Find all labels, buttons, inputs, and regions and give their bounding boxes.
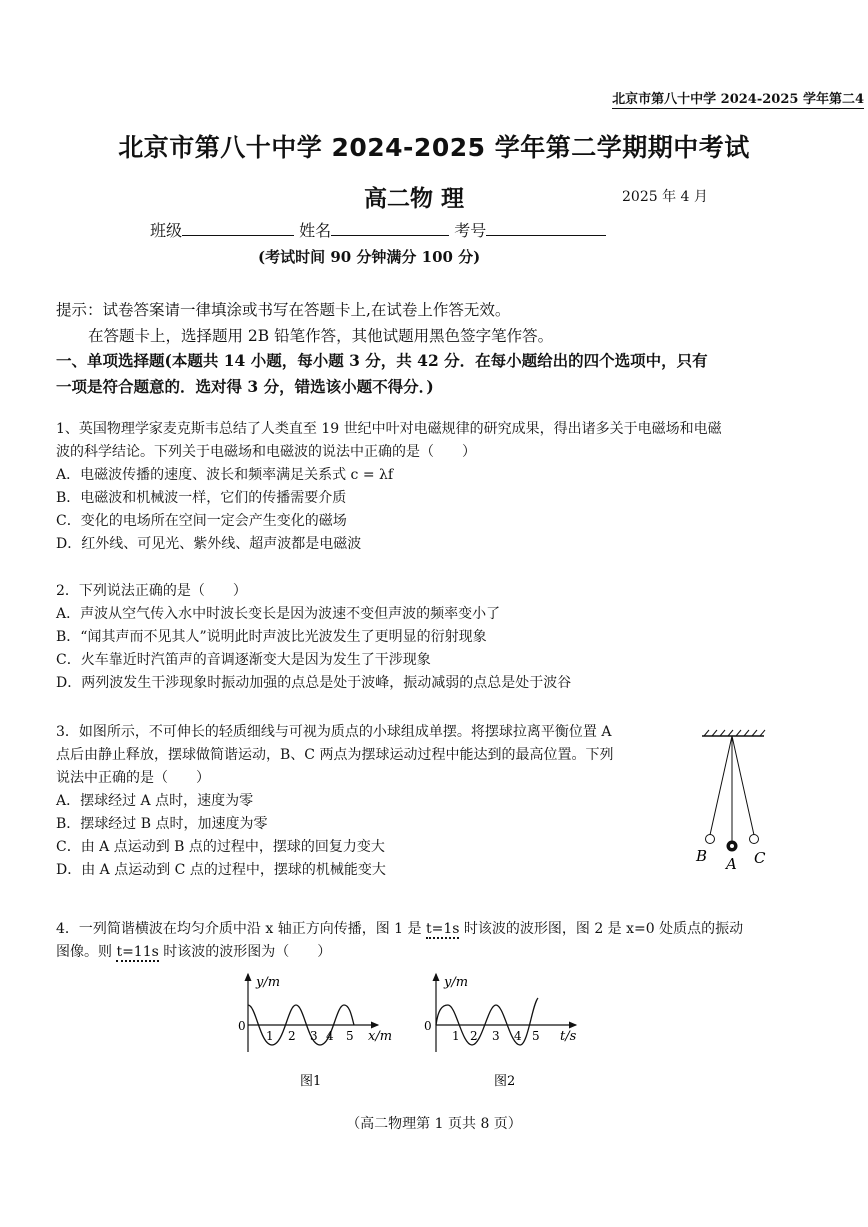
tip-line-2: 在答题卡上，选择题用 2B 铅笔作答，其他试题用黑色签字笔作答。 [88,327,554,345]
question-1 [56,418,722,556]
tip-line-1: 提示：试卷答案请一律填涂或书写在答题卡上,在试卷上作答无效。 [56,301,511,319]
figure-caption: 图1 [300,1074,322,1089]
ceiling-hatch [704,730,765,736]
question-stem: 3．如图所示，不可伸长的轻质细线与可视为质点的小球组成单摆。将摆球拉离平衡位置 A [56,724,612,740]
question-stem [56,918,743,941]
label-c: C [754,849,766,867]
option-c: C．变化的电场所在空间一定会产生变化的磁场 [56,513,347,529]
stem-text: 4．一列简谐横波在均匀介质中沿 x 轴正方向传播，图 1 是 [56,921,426,937]
origin-label: 0 [424,1019,432,1033]
exam-date: 2025 年 4 月 [622,189,708,205]
option-c: C．火车靠近时汽笛声的音调逐渐变大是因为发生了干涉现象 [56,652,431,668]
student-info-fields [150,218,606,241]
figure-1-wave-graph [228,970,408,1092]
question-stem: 波的科学结论。下列关于电磁场和电磁波的说法中正确的是（ ） [56,444,476,460]
label-b: B [696,847,708,865]
option-b: B．电磁波和机械波一样，它们的传播需要介质 [56,490,347,506]
option-b: B．摆球经过 B 点时，加速度为零 [56,816,268,832]
stem-text: 时该波的波形图，图 2 是 x=0 处质点的振动 [459,921,744,937]
running-header: 北京市第八十中学 2024-2025 学年第二4 [612,88,864,109]
option-a: A．声波从空气传入水中时波长变长是因为波速不变但声波的频率变小了 [56,606,501,622]
ball-c [750,835,759,844]
label-a: A [726,855,737,873]
option-d: D．两列波发生干涉现象时振动加强的点总是处于波峰，振动减弱的点总是处于波谷 [56,675,572,691]
stem-text: 时该波的波形图为（ ） [158,944,332,960]
time-value-1: t=1s [425,921,460,937]
string-to-b [710,736,732,835]
x-label: x/m [368,1029,393,1044]
stem-text: 图像。则 [56,944,117,960]
id-label: 考号 [454,221,487,240]
tick-5: 5 [346,1029,354,1043]
name-label: 姓名 [299,221,332,240]
tick-4: 4 [514,1029,522,1043]
class-blank[interactable] [182,221,294,236]
question-stem: 点后由静止释放，摆球做简谐运动，B、C 两点为摆球运动过程中能达到的最高位置。下列 [56,747,614,763]
page-footer: （高二物理第 1 页共 8 页） [346,1116,522,1132]
tick-5: 5 [532,1029,540,1043]
tick-2: 2 [288,1029,296,1043]
question-stem: 2．下列说法正确的是（ ） [56,583,247,599]
t-label: t/s [560,1029,577,1044]
question-3 [56,721,613,882]
y-label: y/m [444,975,469,990]
question-2 [56,580,571,695]
figure-2-vibration-graph [418,970,588,1092]
tick-1: 1 [452,1029,460,1043]
exam-title: 北京市第八十中学 2024-2025 学年第二学期期中考试 [118,133,750,162]
tick-3: 3 [492,1029,500,1043]
option-d: D．红外线、可见光、紫外线、超声波都是电磁波 [56,536,362,552]
section-heading-1: 一、单项选择题(本题共 14 小题，每小题 3 分，共 42 分．在每小题给出的四个选项中，只有 [56,351,708,370]
tick-1: 1 [266,1029,274,1043]
tick-2: 2 [470,1029,478,1043]
exam-note: (考试时间 90 分钟满分 100 分) [258,248,481,266]
tick-3: 3 [310,1029,318,1043]
question-stem [56,941,743,964]
option-c: C．由 A 点运动到 B 点的过程中，摆球的回复力变大 [56,839,385,855]
option-a: A．电磁波传播的速度、波长和频率满足关系式 c = λf [56,467,394,483]
question-stem: 1、英国物理学家麦克斯韦总结了人类直至 19 世纪中叶对电磁规律的研究成果，得出诸多关于电磁场和电磁 [56,421,722,437]
time-value-2: t=11s [116,944,159,960]
origin-label: 0 [238,1019,246,1033]
pendulum-figure [690,728,780,876]
subject-title: 高二物 理 [364,186,465,212]
name-blank[interactable] [331,221,449,236]
tick-4: 4 [326,1029,334,1043]
section-heading-2: 一项是符合题意的．选对得 3 分，错选该小题不得分．) [56,377,434,396]
question-stem: 说法中正确的是（ ） [56,770,210,786]
option-a: A．摆球经过 A 点时，速度为零 [56,793,254,809]
string-to-c [732,736,754,835]
class-label: 班级 [150,221,183,240]
option-d: D．由 A 点运动到 C 点的过程中，摆球的机械能变大 [56,862,386,878]
option-b: B．“闻其声而不见其人”说明此时声波比光波发生了更明显的衍射现象 [56,629,487,645]
question-4 [56,918,743,964]
figure-caption: 图2 [494,1074,516,1089]
id-blank[interactable] [486,221,606,236]
y-label: y/m [256,975,281,990]
ball-a-highlight [730,844,734,848]
ball-b [706,835,715,844]
